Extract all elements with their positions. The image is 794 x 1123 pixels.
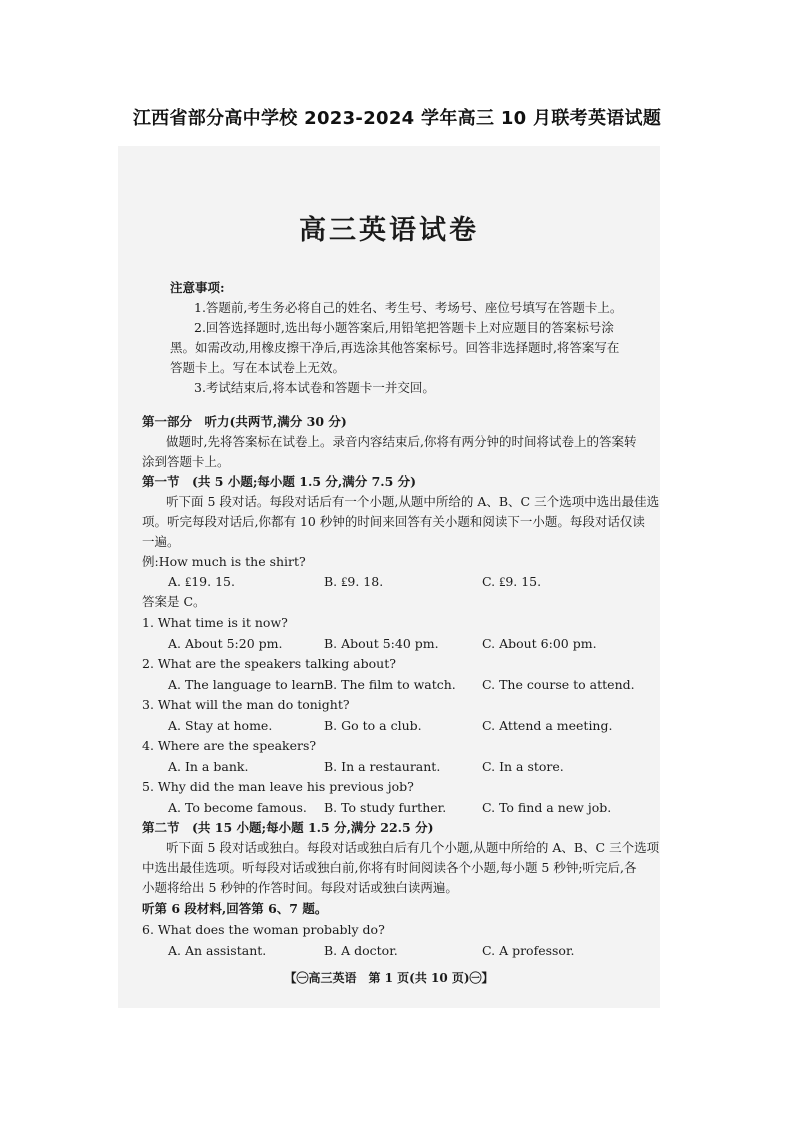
question-2: 2. What are the speakers talking about? xyxy=(142,656,396,671)
question-4-option-c: C. In a store. xyxy=(482,759,564,774)
question-1-option-b: B. About 5:40 pm. xyxy=(324,636,439,651)
section1-intro-c: 一遍。 xyxy=(142,534,180,549)
section1-intro-b: 项。听完每段对话后,你都有 10 秒钟的时间来回答有关小题和阅读下一小题。每段对话仅读 xyxy=(142,514,645,529)
question-3-option-a: A. Stay at home. xyxy=(168,718,273,733)
question-1-option-a: A. About 5:20 pm. xyxy=(168,636,283,651)
question-5-option-c: C. To find a new job. xyxy=(482,800,612,815)
question-2-option-b: B. The film to watch. xyxy=(324,677,456,692)
question-5-option-a: A. To become famous. xyxy=(168,800,307,815)
notice-line-2a: 2.回答选择题时,选出每小题答案后,用铅笔把答题卡上对应题目的答案标号涂 xyxy=(194,320,614,335)
question-3-option-c: C. Attend a meeting. xyxy=(482,718,613,733)
section2-heading: 第二节 (共 15 小题;每小题 1.5 分,满分 22.5 分) xyxy=(142,820,434,835)
question-2-option-c: C. The course to attend. xyxy=(482,677,635,692)
scanned-exam-page xyxy=(118,146,660,1008)
example-option-a: A. ₤19. 15. xyxy=(168,574,235,589)
question-6: 6. What does the woman probably do? xyxy=(142,922,385,937)
page-footer: 【㊀高三英语 第 1 页(共 10 页)㊀】 xyxy=(284,971,494,985)
document-heading: 江西省部分高中学校 2023-2024 学年高三 10 月联考英语试题 xyxy=(132,108,662,129)
question-4-option-b: B. In a restaurant. xyxy=(324,759,441,774)
question-3: 3. What will the man do tonight? xyxy=(142,697,350,712)
section1-heading: 第一节 (共 5 小题;每小题 1.5 分,满分 7.5 分) xyxy=(142,474,417,489)
notice-heading: 注意事项: xyxy=(170,280,225,295)
question-6-option-b: B. A doctor. xyxy=(324,943,398,958)
question-5: 5. Why did the man leave his previous job? xyxy=(142,779,414,794)
notice-line-2c: 答题卡上。写在本试卷上无效。 xyxy=(170,360,346,375)
section2-intro-b: 中选出最佳选项。听每段对话或独白前,你将有时间阅读各个小题,每小题 5 秒钟;听完后,各 xyxy=(142,860,637,875)
question-6-option-c: C. A professor. xyxy=(482,943,575,958)
question-4-option-a: A. In a bank. xyxy=(168,759,249,774)
question-4: 4. Where are the speakers? xyxy=(142,738,317,753)
question-6-option-a: A. An assistant. xyxy=(168,943,267,958)
section1-intro-a: 听下面 5 段对话。每段对话后有一个小题,从题中所给的 A、B、C 三个选项中选出最佳选 xyxy=(166,494,660,509)
exam-title: 高三英语试卷 xyxy=(299,215,479,246)
part1-intro-a: 做题时,先将答案标在试卷上。录音内容结束后,你将有两分钟的时间将试卷上的答案转 xyxy=(166,434,637,449)
part1-intro-b: 涂到答题卡上。 xyxy=(142,454,230,469)
question-2-option-a: A. The language to learn. xyxy=(168,677,329,692)
question-3-option-b: B. Go to a club. xyxy=(324,718,422,733)
example-answer: 答案是 C。 xyxy=(142,594,206,609)
notice-line-2b: 黑。如需改动,用橡皮擦干净后,再选涂其他答案标号。回答非选择题时,将答案写在 xyxy=(170,340,620,355)
notice-line-3: 3.考试结束后,将本试卷和答题卡一并交回。 xyxy=(194,380,435,395)
part1-heading: 第一部分 听力(共两节,满分 30 分) xyxy=(142,414,347,429)
example-option-b: B. ₤9. 18. xyxy=(324,574,384,589)
example-question: 例:How much is the shirt? xyxy=(142,554,306,569)
section2-intro-c: 小题将给出 5 秒钟的作答时间。每段对话或独白读两遍。 xyxy=(142,880,458,895)
notice-line-1: 1.答题前,考生务必将自己的姓名、考生号、考场号、座位号填写在答题卡上。 xyxy=(194,300,623,315)
section2-material: 听第 6 段材料,回答第 6、7 题。 xyxy=(142,901,328,916)
question-1: 1. What time is it now? xyxy=(142,615,288,630)
question-1-option-c: C. About 6:00 pm. xyxy=(482,636,597,651)
question-5-option-b: B. To study further. xyxy=(324,800,447,815)
section2-intro-a: 听下面 5 段对话或独白。每段对话或独白后有几个小题,从题中所给的 A、B、C 三个选项 xyxy=(166,840,660,855)
example-option-c: C. ₤9. 15. xyxy=(482,574,542,589)
